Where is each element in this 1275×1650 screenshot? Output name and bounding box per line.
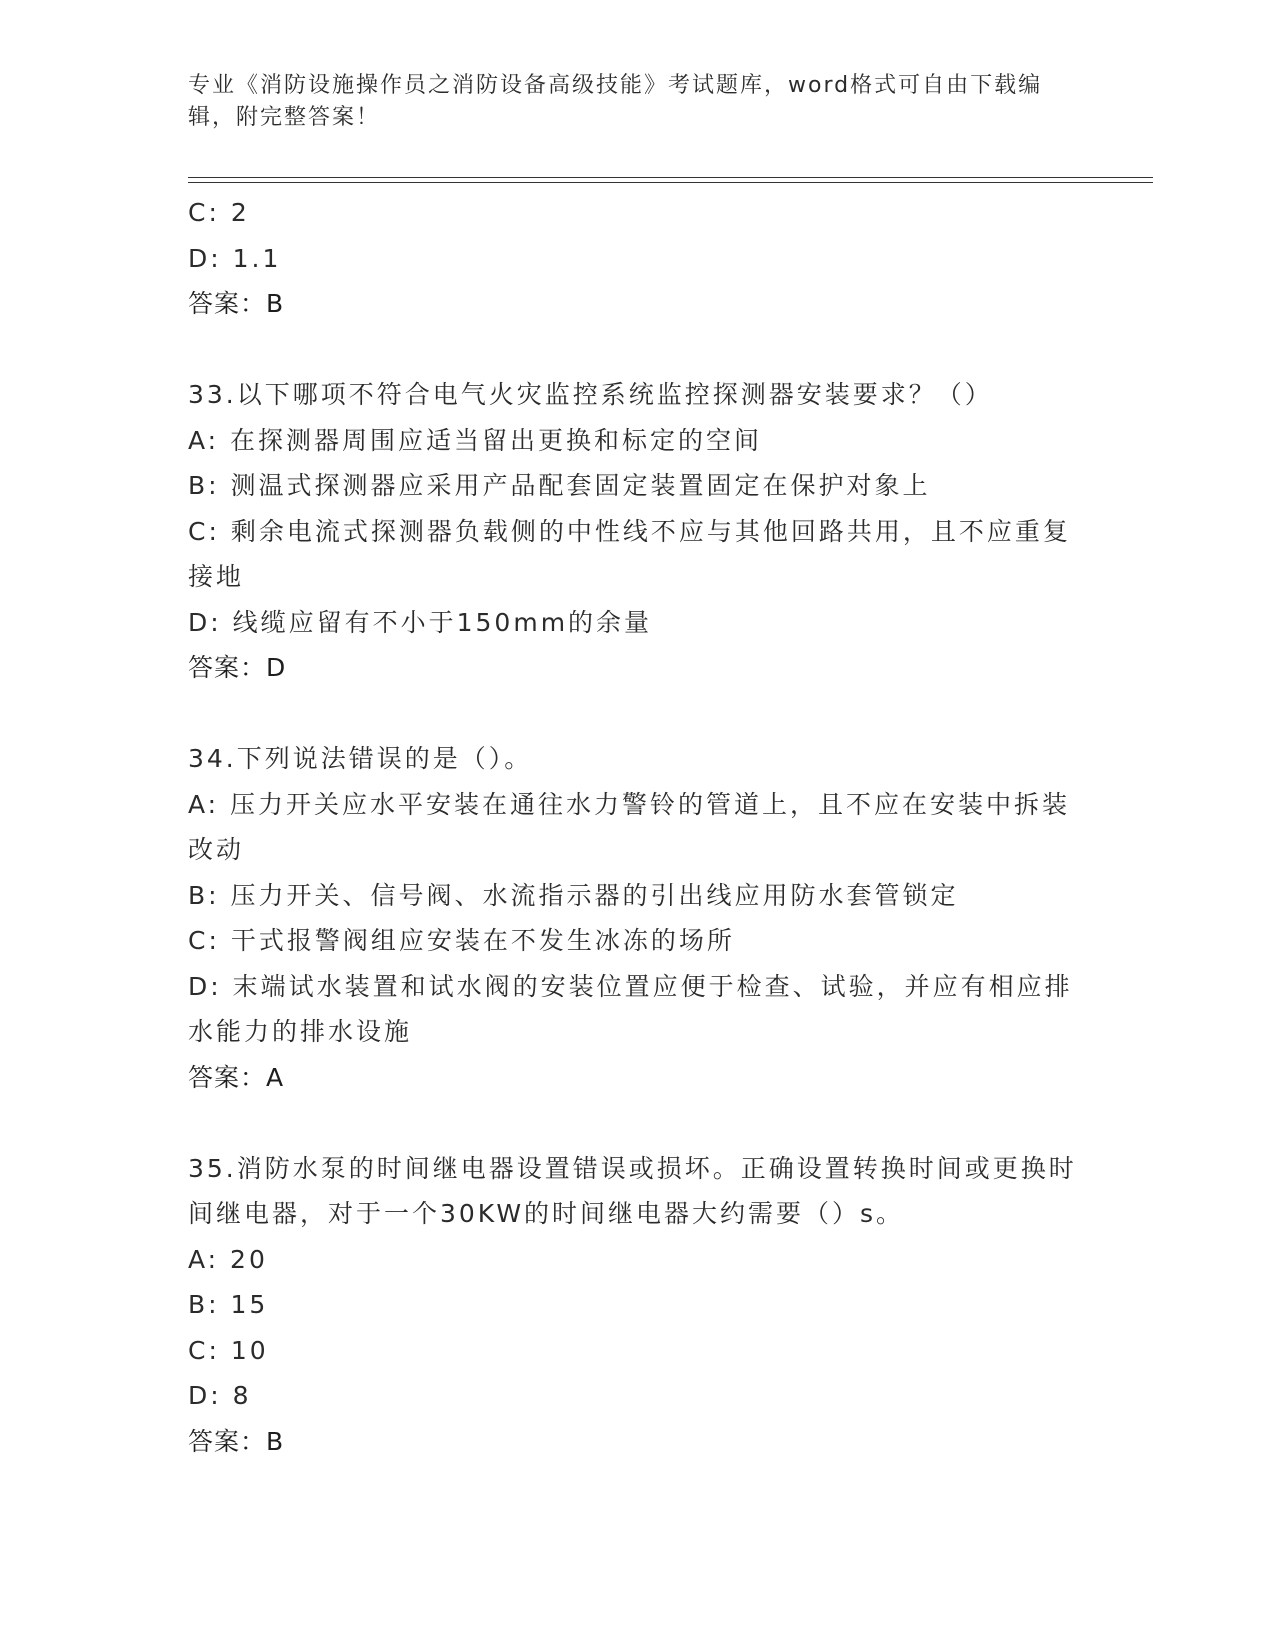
prev-option-d: D: 1.1: [188, 243, 282, 273]
spacer: [188, 327, 1078, 373]
answer: 答案：D: [188, 653, 287, 682]
header-divider-bottom: [188, 182, 1153, 183]
option-b: B: 压力开关、信号阀、水流指示器的引出线应用防水套管锁定: [188, 880, 959, 910]
document-header: 专业《消防设施操作员之消防设备高级技能》考试题库，word格式可自由下载编辑，附完整答案！: [188, 73, 1043, 130]
option-b: B: 测温式探测器应采用产品配套固定装置固定在保护对象上: [188, 471, 931, 500]
question-35: [188, 1146, 1078, 1465]
option-a: A: 20: [188, 1244, 268, 1274]
option-d: D: 线缆应留有不小于150mm的余量: [188, 607, 653, 637]
option-c: C: 10: [188, 1335, 269, 1365]
question-stem: 34.下列说法错误的是（）。: [188, 744, 533, 773]
answer: 答案：B: [188, 1426, 285, 1456]
option-b: B: 15: [188, 1290, 269, 1319]
option-a: A: 压力开关应水平安装在通往水力警铃的管道上，且不应在安装中拆装改动: [188, 789, 1071, 864]
option-d: D: 8: [188, 1381, 252, 1410]
question-content: [188, 190, 1078, 1464]
spacer: [188, 1100, 1078, 1146]
answer: 答案：A: [188, 1062, 285, 1092]
prev-answer: 答案：B: [188, 289, 285, 318]
option-c: C: 干式报警阀组应安装在不发生冰冻的场所: [188, 926, 735, 955]
header-divider-top: [188, 177, 1153, 178]
spacer: [188, 691, 1078, 737]
option-d: D: 末端试水装置和试水阀的安装位置应便于检查、试验，并应有相应排水能力的排水设施: [188, 971, 1073, 1046]
question-stem: 35.消防水泵的时间继电器设置错误或损坏。正确设置转换时间或更换时间继电器，对于一个30KW的时间继电器大约需要（）s。: [188, 1153, 1077, 1228]
question-33: [188, 372, 1078, 691]
option-a: A: 在探测器周围应适当留出更换和标定的空间: [188, 425, 763, 455]
question-stem: 33.以下哪项不符合电气火灾监控系统监控探测器安装要求？（）: [188, 380, 993, 409]
question-34: [188, 736, 1078, 1100]
prev-option-c: C: 2: [188, 198, 250, 227]
option-c: C: 剩余电流式探测器负载侧的中性线不应与其他回路共用，且不应重复接地: [188, 516, 1071, 591]
